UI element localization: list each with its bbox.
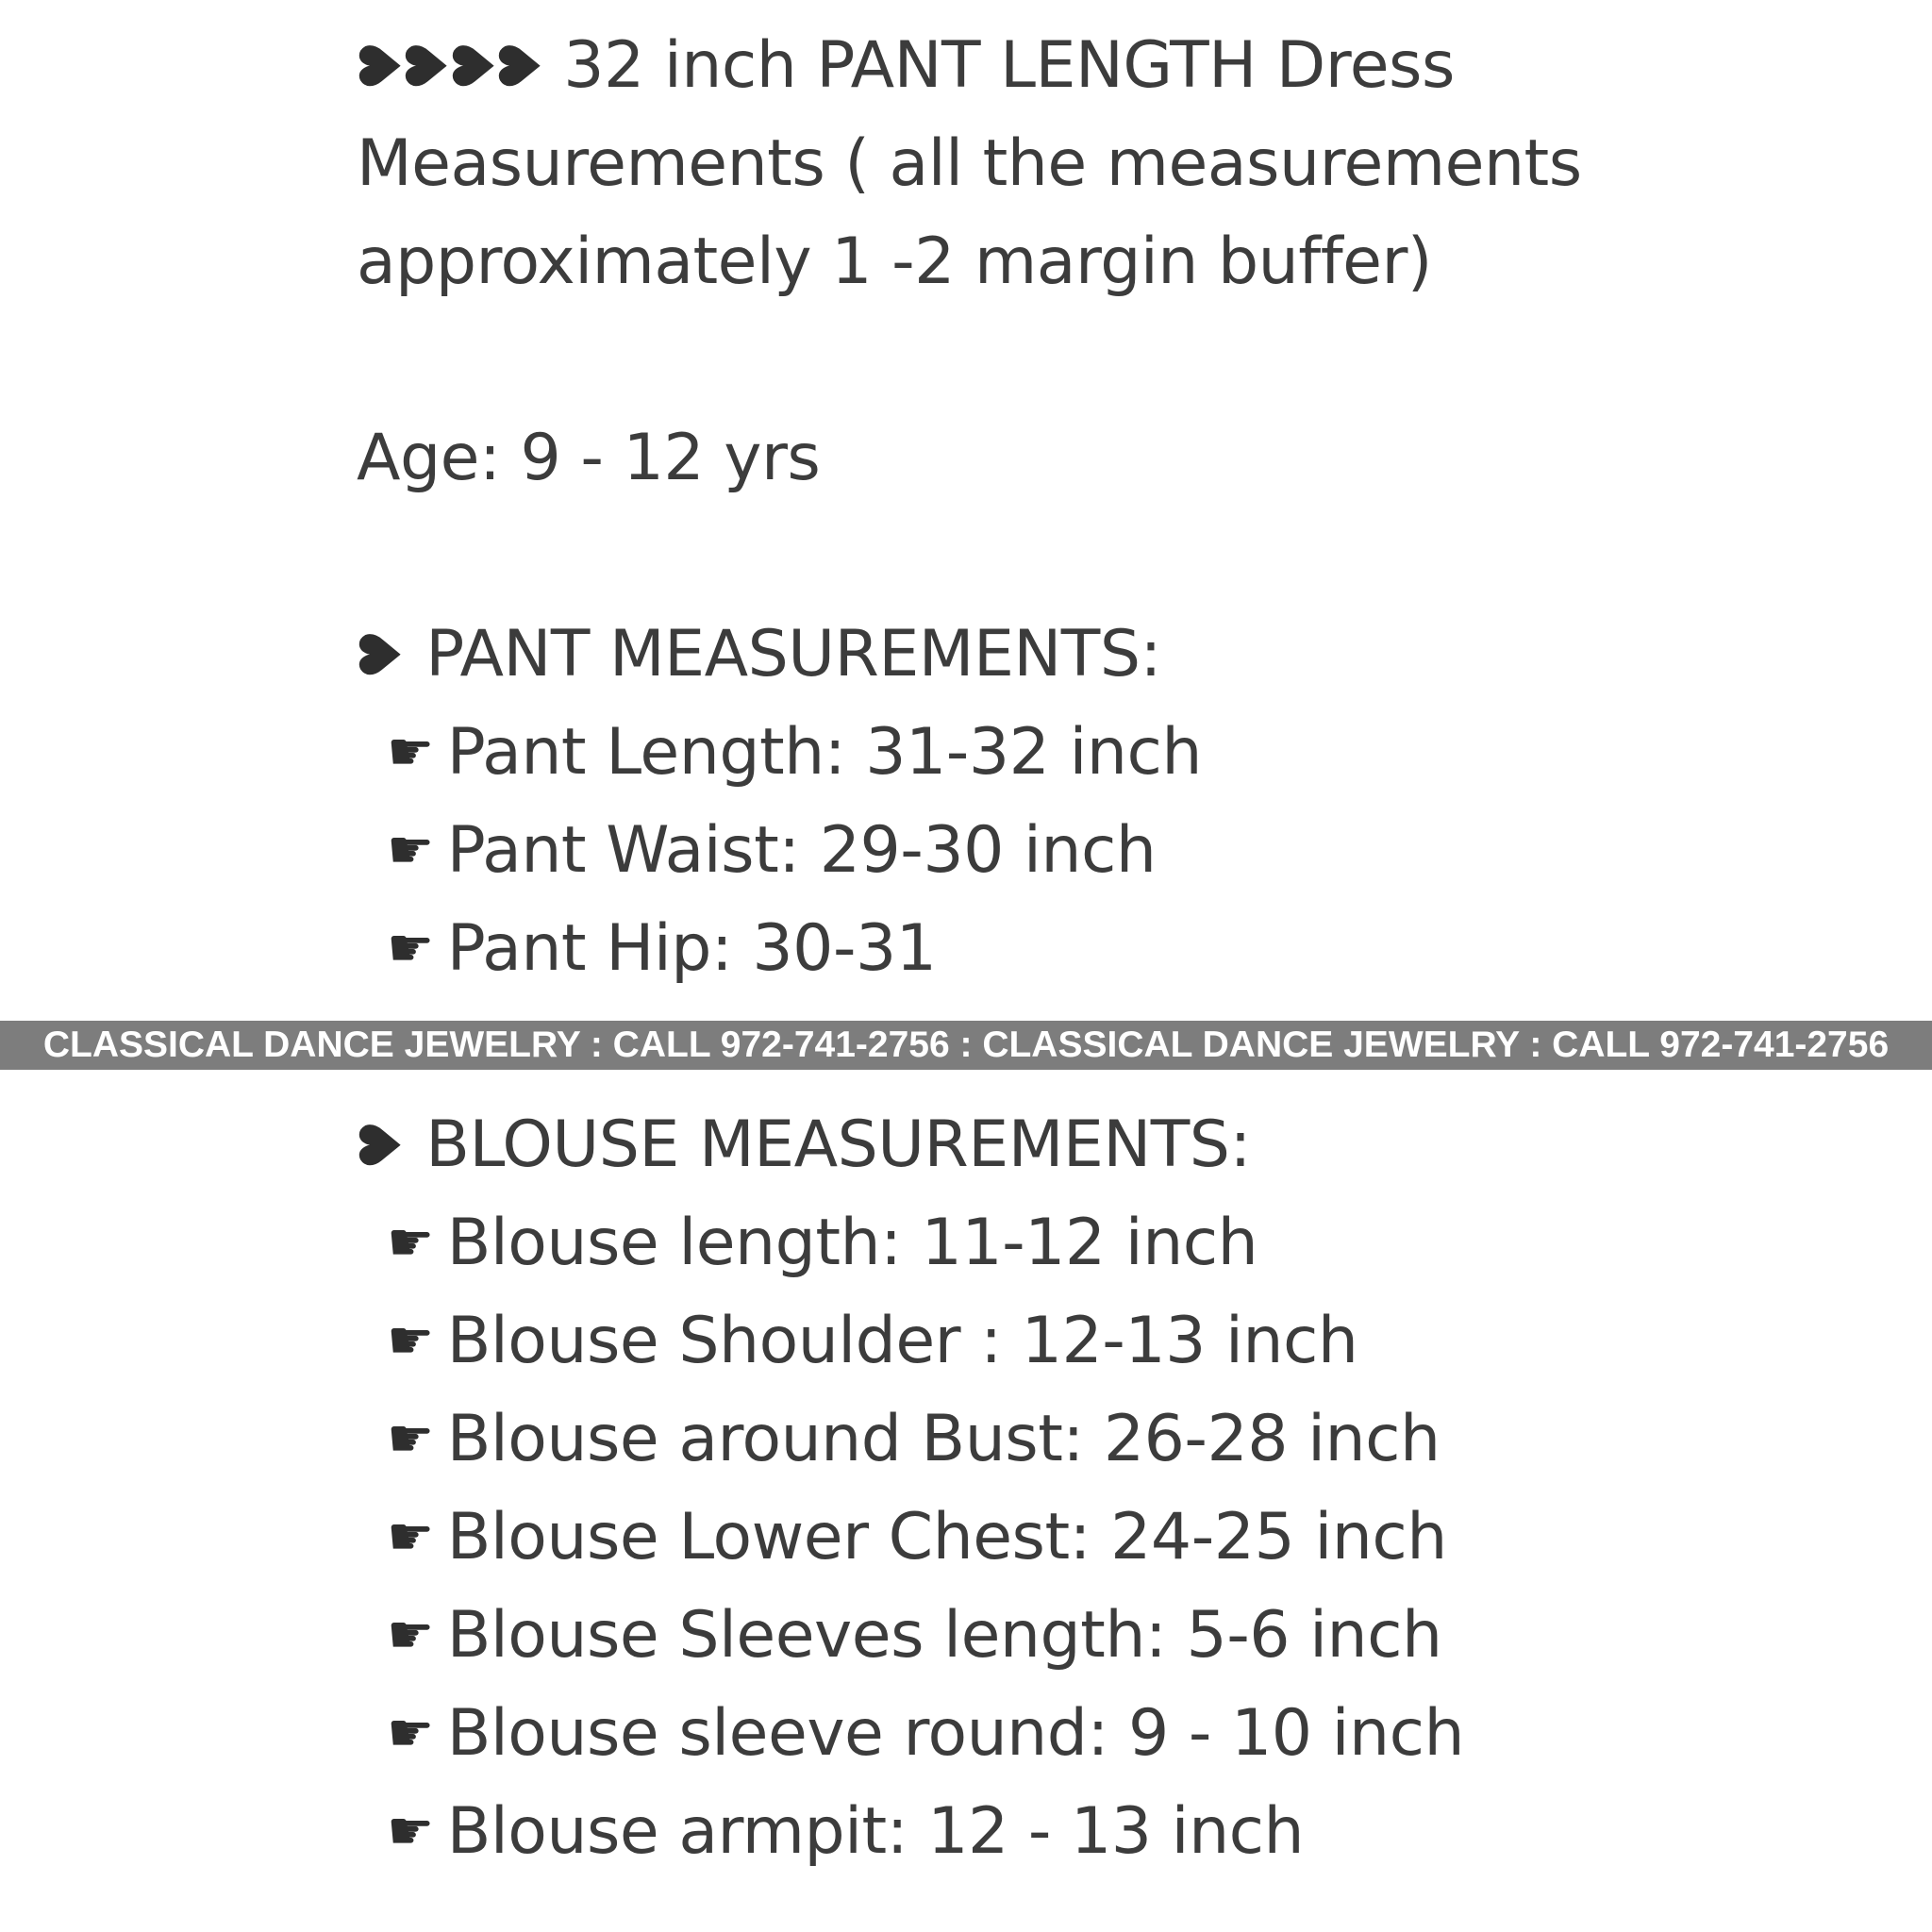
- heart-icon: ♥: [488, 41, 555, 92]
- list-item: [387, 1587, 1442, 1685]
- list-item: [387, 1489, 1447, 1587]
- list-item: [387, 704, 1202, 802]
- list-item: [387, 1391, 1441, 1489]
- blouse-heading: [348, 1096, 1251, 1194]
- pointing-hand-icon: ☛: [387, 1801, 434, 1862]
- list-item: [387, 1783, 1304, 1881]
- title-line-1: [348, 17, 1455, 115]
- pointing-hand-icon: ☛: [387, 918, 434, 979]
- list-item: [387, 1194, 1257, 1292]
- title-line-3: approximately 1 -2 margin buffer): [357, 225, 1432, 299]
- pant-heading-text: PANT MEASUREMENTS:: [425, 617, 1161, 691]
- blouse-length: Blouse length: 11-12 inch: [446, 1206, 1258, 1280]
- pointing-hand-icon: ☛: [387, 722, 434, 783]
- pointing-hand-icon: ☛: [387, 1212, 434, 1274]
- hearts-icon-group: [348, 17, 555, 115]
- watermark-banner: CLASSICAL DANCE JEWELRY : CALL 972-741-2756 : CLASSICAL DANCE JEWELRY : CALL 972-741-2756: [0, 1021, 1932, 1070]
- title-line-2: Measurements ( all the measurements: [357, 126, 1582, 201]
- pant-length: Pant Length: 31-32 inch: [446, 715, 1202, 790]
- blouse-bust: Blouse around Bust: 26-28 inch: [446, 1402, 1441, 1476]
- blouse-shoulder: Blouse Shoulder : 12-13 inch: [446, 1304, 1358, 1378]
- blouse-heading-text: BLOUSE MEASUREMENTS:: [425, 1108, 1251, 1182]
- blouse-sleeves-length: Blouse Sleeves length: 5-6 inch: [446, 1598, 1442, 1673]
- pointing-hand-icon: ☛: [387, 1310, 434, 1372]
- list-item: [387, 900, 937, 998]
- list-item: [387, 1685, 1464, 1783]
- age-line: Age: 9 - 12 yrs: [357, 421, 821, 495]
- heart-icon: ♥: [441, 41, 508, 92]
- heart-icon: ♥: [348, 1120, 415, 1171]
- heart-icon: ♥: [348, 41, 415, 92]
- pant-waist: Pant Waist: 29-30 inch: [446, 813, 1157, 888]
- blouse-sleeve-round: Blouse sleeve round: 9 - 10 inch: [446, 1696, 1465, 1771]
- title-text-1: 32 inch PANT LENGTH Dress: [563, 28, 1455, 103]
- blouse-armpit: Blouse armpit: 12 - 13 inch: [446, 1794, 1305, 1869]
- pointing-hand-icon: ☛: [387, 1703, 434, 1764]
- heart-icon: ♥: [394, 41, 461, 92]
- list-item: [387, 1292, 1357, 1391]
- pointing-hand-icon: ☛: [387, 1605, 434, 1666]
- blouse-lower-chest: Blouse Lower Chest: 24-25 inch: [446, 1500, 1447, 1574]
- pointing-hand-icon: ☛: [387, 820, 434, 881]
- pointing-hand-icon: ☛: [387, 1408, 434, 1470]
- pant-hip: Pant Hip: 30-31: [446, 911, 937, 986]
- list-item: [387, 802, 1156, 900]
- pointing-hand-icon: ☛: [387, 1507, 434, 1568]
- heart-icon: ♥: [348, 629, 415, 680]
- pant-heading: [348, 606, 1161, 704]
